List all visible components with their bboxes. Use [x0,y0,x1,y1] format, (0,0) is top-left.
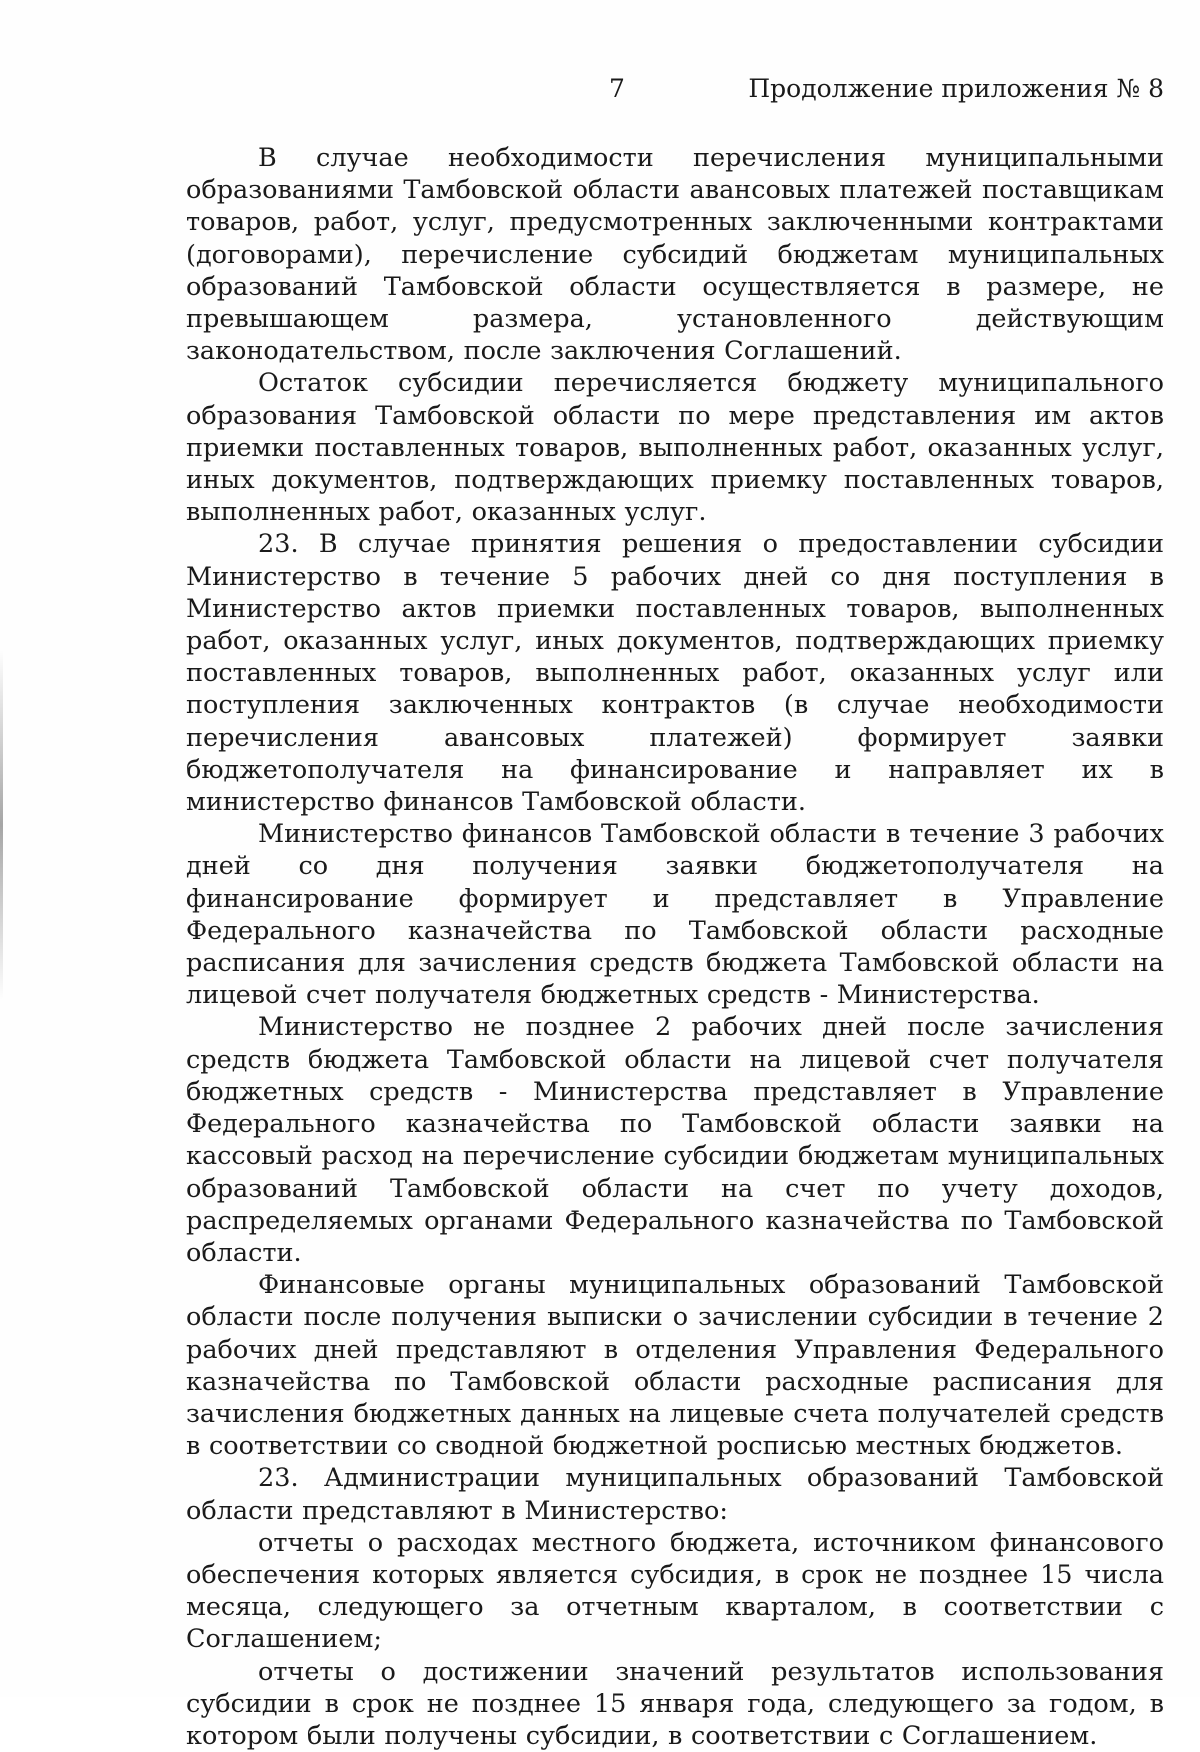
paragraph-advance-payments: В случае необходимости перечисления муниципальными образованиями Тамбовской области авансовых платежей поставщикам товаров, работ, услуг, предусмотренных заключенными контрактами (договорами), перечисление субсидий бюджетам муниципальных образований Тамбовской области осуществляется в размере, не превышающем размера, установленного действующим законодательством, после заключения Соглашений. [186,143,1164,367]
paragraph-expense-reports: отчеты о расходах местного бюджета, источником финансового обеспечения которых является субсидия, в срок не позднее 15 числа месяца, следующего за отчетным кварталом, в соответствии с Соглашением; [186,1527,1164,1655]
paragraph-results-reports: отчеты о достижении значений результатов использования субсидии в срок не позднее 15 января года, следующего за годом, в котором были получены субсидии, в соответствии с Соглашением. [186,1656,1164,1751]
paragraph-finance-ministry: Министерство финансов Тамбовской области в течение 3 рабочих дней со дня получения заявки бюджетополучателя на финансирование формирует и представляет в Управление Федерального казначейства по Тамбовской области расходные расписания для зачисления средств бюджета Тамбовской области на лицевой счет получателя бюджетных средств - Министерства. [186,819,1164,1011]
scan-edge-artifact [0,650,3,1000]
page-header [0,74,1200,110]
page-number: 7 [609,74,625,103]
document-body [186,142,1164,1752]
paragraph-item-23-decision: 23. В случае принятия решения о предоставлении субсидии Министерство в течение 5 рабочих дней со дня поступления в Министерство актов приемки поставленных товаров, выполненных работ, оказанных услуг, иных документов, подтверждающих приемку поставленных товаров, выполненных работ, оказанных услуг или поступления заключенных контрактов (в случае необходимости перечисления авансовых платежей) формирует заявки бюджетополучателя на финансирование и направляет их в министерство финансов Тамбовской области. [186,529,1164,818]
paragraph-subsidy-remainder: Остаток субсидии перечисляется бюджету муниципального образования Тамбовской области по мере представления им актов приемки поставленных товаров, выполненных работ, оказанных услуг, иных документов, подтверждающих приемку поставленных товаров, выполненных работ, оказанных услуг. [186,368,1164,528]
paragraph-item-23-administrations: 23. Администрации муниципальных образований Тамбовской области представляют в Министерство: [186,1463,1164,1526]
appendix-continuation-label: Продолжение приложения № 8 [748,74,1164,103]
paragraph-ministry-cash-requests: Министерство не позднее 2 рабочих дней после зачисления средств бюджета Тамбовской области на лицевой счет получателя бюджетных средств - Министерства представляет в Управление Федерального казначейства по Тамбовской области заявки на кассовый расход на перечисление субсидии бюджетам муниципальных образований Тамбовской области на счет по учету доходов, распределяемых органами Федерального казначейства по Тамбовской области. [186,1012,1164,1268]
paragraph-municipal-finance-bodies: Финансовые органы муниципальных образований Тамбовской области после получения выписки о зачислении субсидии в течение 2 рабочих дней представляют в отделения Управления Федерального казначейства по Тамбовской области расходные расписания для зачисления бюджетных данных на лицевые счета получателей средств в соответствии со сводной бюджетной росписью местных бюджетов. [186,1270,1164,1462]
